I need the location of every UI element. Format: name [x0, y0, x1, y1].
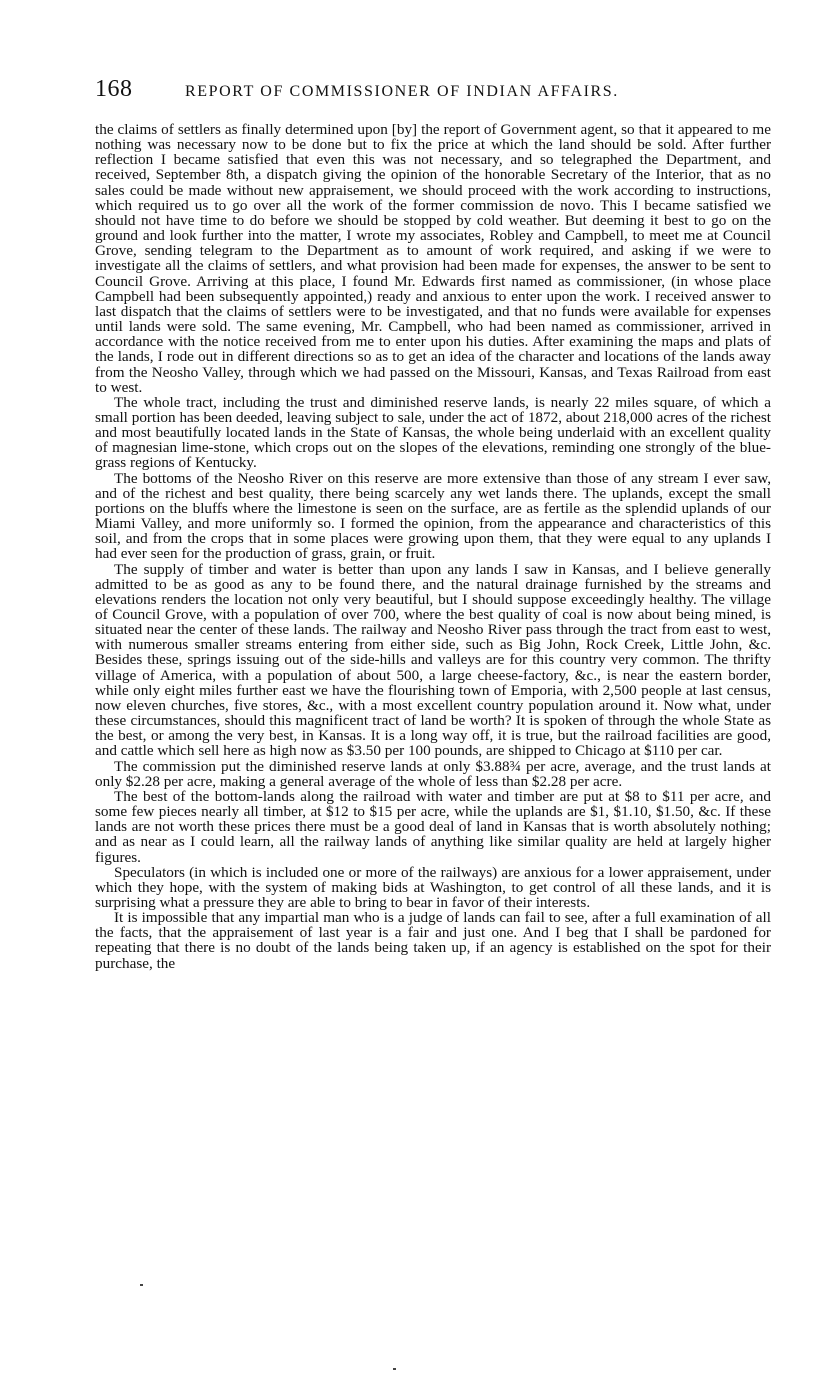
- body-text: [95, 122, 771, 971]
- paragraph: The bottoms of the Neosho River on this reserve are more extensive than those of any stream I ever saw, and of the richest and best quality, there being scarcely any wet lands there. The uplands, except the small portions on the bluffs where the limestone is seen on the surface, are as fertile as the splendid uplands of our Miami Valley, and more uniformly so. I formed the opinion, from the appearance and characteristics of this soil, and from the crops that in some places were growing upon them, that they were equal to any uplands I had ever seen for the production of grass, grain, or fruit.: [95, 469, 771, 563]
- page-number: 168: [95, 76, 133, 102]
- paragraph: The commission put the diminished reserve lands at only $3.88¾ per acre, average, and the trust lands at only $2.28 per acre, making a general average of the whole of less than $2.28 per acre.: [95, 757, 771, 790]
- paragraph: The supply of timber and water is better than upon any lands I saw in Kansas, and I believe generally admitted to be as good as any to be found there, and the natural drainage furnished by the streams and elevations renders the location not only very beautiful, but I should suppose exceedingly healthy. The village of Council Grove, with a population of over 700, where the best quality of coal is now about being mined, is situated near the center of these lands. The railway and Neosho River pass through the tract from east to west, with numerous smaller streams entering from either side, such as Big John, Rock Creek, Little John, &c. Besides these, springs issuing out of the side-hills and valleys are for this country very common. The thrifty village of America, with a population of about 500, a large cheese-factory, &c., is near the eastern border, while only eight miles further east we have the flourishing town of Emporia, with 2,500 people at last census, now eleven churches, five stores, &c., with a most excellent country population around it. Now what, under these circumstances, should this magnificent tract of land be worth? It is spoken of through the whole State as the best, or among the very best, in Kansas. It is a long way off, it is true, but the railroad facilities are good, and cattle which sell here as high now as $3.50 per 100 pounds, are shipped to Chicago at $110 per car.: [95, 560, 771, 760]
- running-head: REPORT OF COMMISSIONER OF INDIAN AFFAIRS.: [185, 83, 619, 100]
- paragraph: the claims of settlers as finally determined upon [by] the report of Government agent, so that it appeared to me nothing was necessary now to be done but to fix the price at which the land should be sold. After further reflection I became satisfied that even this was not necessary, and so telegraphed the Department, and received, September 8th, a dispatch giving the opinion of the honorable Secretary of the Interior, that as no sales could be made without new appraisement, we should proceed with the work according to instructions, which required us to go over all the work of the former commission de novo. This I became satisfied we should not have time to do before we should be stopped by cold weather. But deeming it best to go on the ground and look further into the matter, I wrote my associates, Robley and Campbell, to meet me at Council Grove, sending telegram to the Department as to amount of work required, and asking if we were to investigate all the claims of settlers, and what provision had been made for expenses, the answer to be sent to Council Grove. Arriving at this place, I found Mr. Edwards first named as commissioner, (in whose place Campbell had been subsequently appointed,) ready and anxious to enter upon the work. I received answer to last dispatch that the claims of settlers were to be investigated, and that no funds were available for expenses until lands were sold. The same evening, Mr. Campbell, who had been named as commissioner, arrived in accordance with the notice received from me to enter upon his duties. After examining the maps and plats of the lands, I rode out in different directions so as to get an idea of the character and locations of the lands away from the Neosho Valley, through which we had passed on the Missouri, Kansas, and Texas Railroad from east to west.: [95, 121, 771, 396]
- paragraph: Speculators (in which is included one or more of the railways) are anxious for a lower appraisement, under which they hope, with the system of making bids at Washington, to get control of all these lands, and it is surprising what a pressure they are able to bring to bear in favor of their interests.: [95, 863, 771, 911]
- paragraph: The whole tract, including the trust and diminished reserve lands, is nearly 22 miles square, of which a small portion has been deeded, leaving subject to sale, under the act of 1872, about 218,000 acres of the richest and most beautifully located lands in the State of Kansas, the whole being underlaid with an excellent quality of magnesian lime-stone, which crops out on the slopes of the elevations, reminding one strongly of the blue-grass regions of Kentucky.: [95, 393, 771, 472]
- page-header: [95, 76, 771, 106]
- paragraph: The best of the bottom-lands along the railroad with water and timber are put at $8 to $11 per acre, and some few pieces nearly all timber, at $12 to $15 per acre, while the uplands are $1, $1.10, $1.50, &c. If these lands are not worth these prices there must be a good deal of land in Kansas that is worth absolutely nothing; and as near as I could learn, all the railway lands of anything like similar quality are held at largely higher figures.: [95, 787, 771, 866]
- paragraph: It is impossible that any impartial man who is a judge of lands can fail to see, after a full examination of all the facts, that the appraisement of last year is a fair and just one. And I beg that I shall be pardoned for repeating that there is no doubt of the lands being taken up, if an agency is established on the spot for their purchase, the: [95, 909, 771, 972]
- scan-speck: [393, 1368, 396, 1370]
- scan-speck: [140, 1284, 143, 1286]
